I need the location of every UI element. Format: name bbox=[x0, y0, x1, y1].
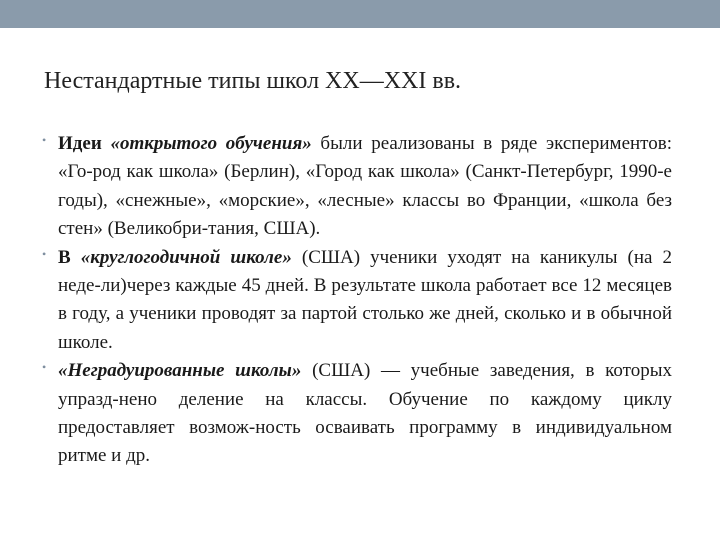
bullet-text: (США) — учебные заведения, в которых упразд-нено деление на классы. Обучение по каждому циклу предоставляет возмож-ность осваивать программу в индивидуальном ритме и др. bbox=[58, 360, 673, 467]
top-header-bar bbox=[0, 0, 720, 28]
slide-title: Нестандартные типы школ XX—XXI вв. bbox=[44, 68, 462, 94]
bullet-list bbox=[42, 130, 672, 471]
bullet-item-open-learning bbox=[42, 130, 672, 244]
bullet-text: были реализованы в ряде экспериментов: «Го-род как школа» (Берлин), «Город как школа» (Санкт-Петербург, 1990-е годы), «снежные», «морские», «лесные» классы во Франции, «школа без стен» (Великобри-тания, США). bbox=[58, 133, 672, 240]
bullet-text: (США) ученики уходят на каникулы (на 2 неде-ли)через каждые 45 дней. В результате школа работает все 12 месяцев в году, а ученики проводят за партой столько же дней, сколько и в обычной школе. bbox=[58, 246, 672, 353]
bullet-item-ungraded-schools bbox=[42, 357, 672, 471]
bullet-emphasis: «круглогодичной школе» bbox=[80, 246, 292, 268]
bullet-lead: Идеи bbox=[58, 133, 111, 154]
bullet-icon: • bbox=[42, 133, 47, 147]
bullet-icon: • bbox=[42, 360, 47, 375]
bullet-icon: • bbox=[42, 246, 47, 261]
bullet-emphasis: «Неградуированные школы» bbox=[58, 360, 302, 382]
bullet-lead: В bbox=[58, 246, 81, 268]
bullet-item-year-round-school bbox=[42, 244, 672, 358]
bullet-emphasis: «открытого обучения» bbox=[110, 133, 312, 154]
